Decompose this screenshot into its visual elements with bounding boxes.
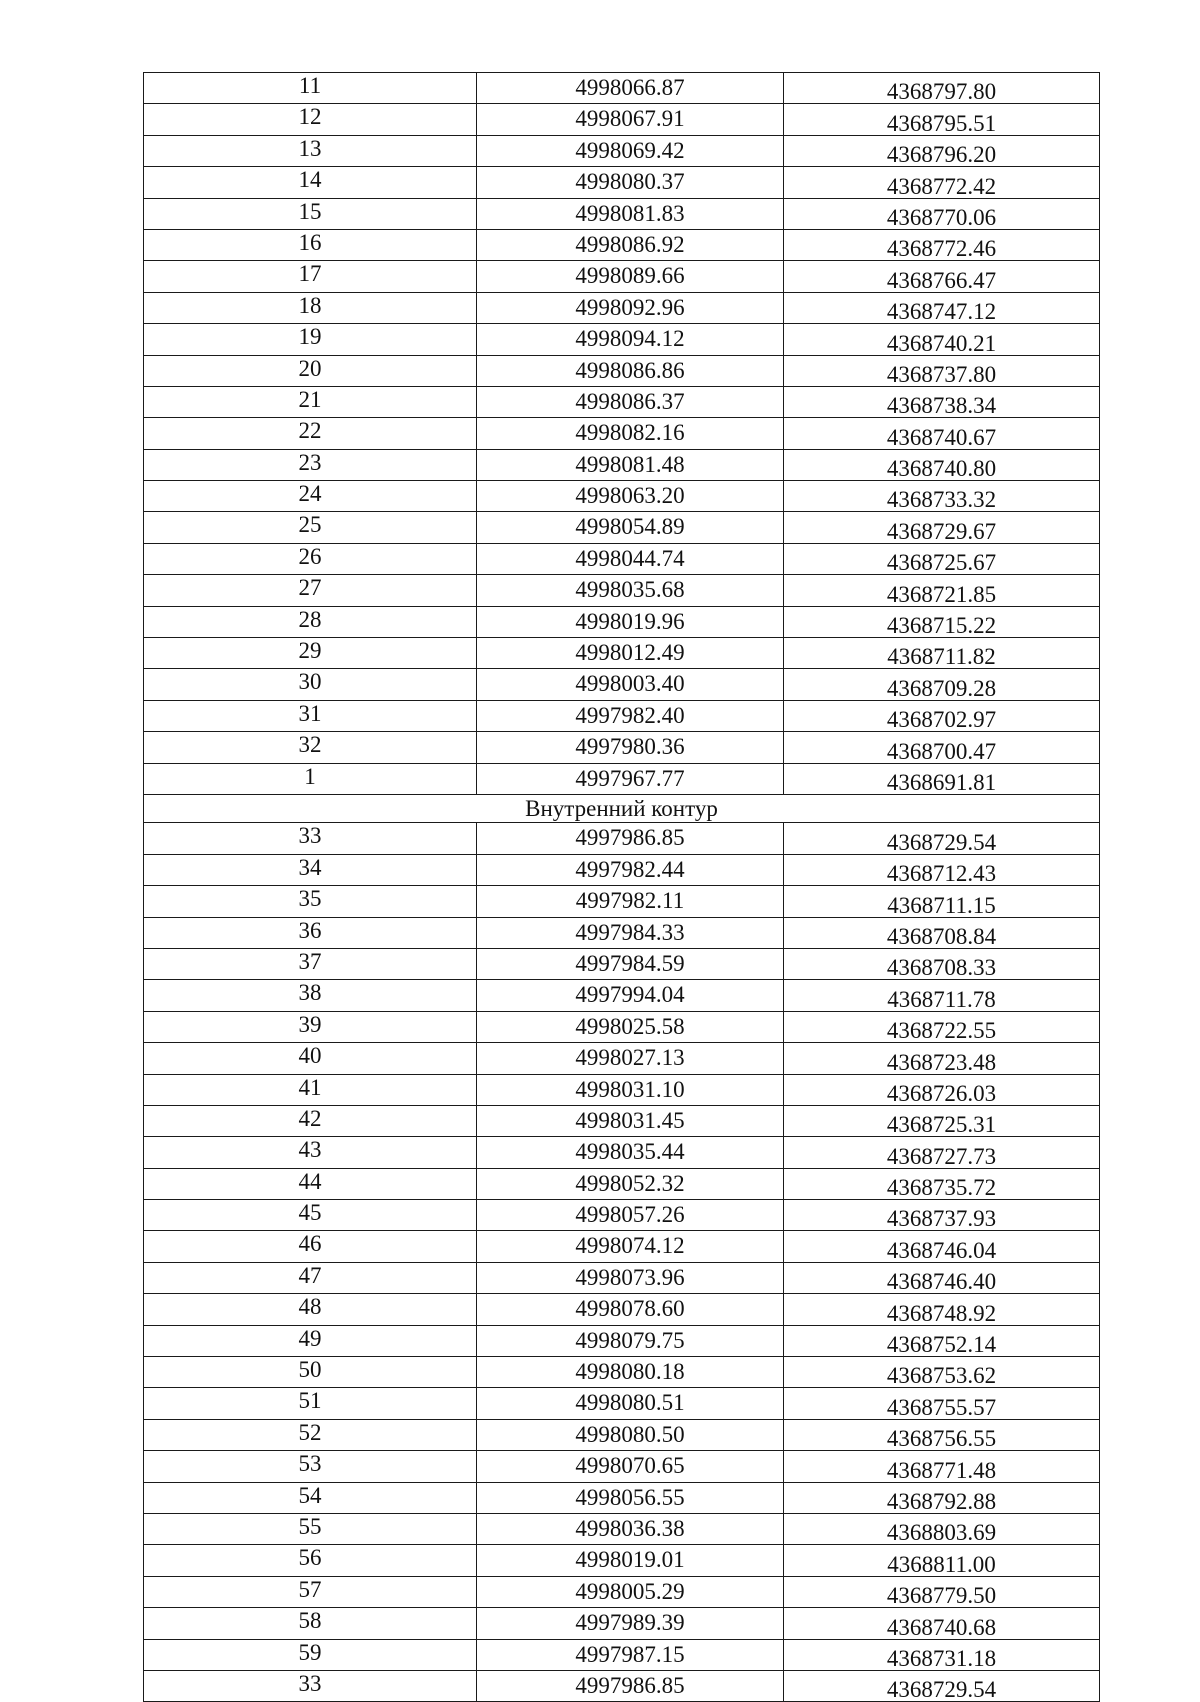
y-coordinate: 4368733.32 [784,481,1100,512]
y-coordinate: 4368723.48 [784,1043,1100,1074]
x-coordinate: 4998086.86 [477,355,784,386]
y-coordinate: 4368755.57 [784,1388,1100,1419]
y-coordinate: 4368725.31 [784,1105,1100,1136]
table-row [144,823,1100,854]
point-number: 58 [144,1608,477,1639]
point-number: 32 [144,732,477,763]
table-row [144,606,1100,637]
x-coordinate: 4998035.68 [477,575,784,606]
point-number: 59 [144,1639,477,1670]
point-number: 19 [144,324,477,355]
y-coordinate: 4368766.47 [784,261,1100,292]
x-coordinate: 4998073.96 [477,1262,784,1293]
y-coordinate: 4368770.06 [784,198,1100,229]
point-number: 54 [144,1482,477,1513]
table-row [144,261,1100,292]
section-header [144,794,1100,822]
point-number: 29 [144,638,477,669]
point-number: 13 [144,135,477,166]
point-number: 1 [144,763,477,794]
table-row [144,700,1100,731]
x-coordinate: 4998003.40 [477,669,784,700]
table-row [144,1294,1100,1325]
table-row [144,1670,1100,1701]
x-coordinate: 4998025.58 [477,1011,784,1042]
table-row [144,1011,1100,1042]
y-coordinate: 4368711.78 [784,980,1100,1011]
x-coordinate: 4998070.65 [477,1451,784,1482]
y-coordinate: 4368752.14 [784,1325,1100,1356]
x-coordinate: 4998035.44 [477,1137,784,1168]
table-row [144,1168,1100,1199]
coordinates-table [143,72,1100,1702]
table-row [144,1545,1100,1576]
x-coordinate: 4998080.51 [477,1388,784,1419]
point-number: 42 [144,1105,477,1136]
point-number: 43 [144,1137,477,1168]
table-row [144,1482,1100,1513]
x-coordinate: 4998074.12 [477,1231,784,1262]
point-number: 47 [144,1262,477,1293]
x-coordinate: 4998056.55 [477,1482,784,1513]
x-coordinate: 4998036.38 [477,1513,784,1544]
x-coordinate: 4998067.91 [477,104,784,135]
table-row [144,418,1100,449]
x-coordinate: 4997967.77 [477,763,784,794]
table-row [144,575,1100,606]
point-number: 30 [144,669,477,700]
point-number: 23 [144,449,477,480]
table-row [144,198,1100,229]
y-coordinate: 4368772.42 [784,167,1100,198]
table-row [144,449,1100,480]
y-coordinate: 4368702.97 [784,700,1100,731]
point-number: 36 [144,917,477,948]
x-coordinate: 4998063.20 [477,481,784,512]
table-row [144,1074,1100,1105]
y-coordinate: 4368725.67 [784,543,1100,574]
point-number: 26 [144,543,477,574]
table-row [144,73,1100,104]
y-coordinate: 4368803.69 [784,1513,1100,1544]
y-coordinate: 4368737.93 [784,1200,1100,1231]
y-coordinate: 4368771.48 [784,1451,1100,1482]
table-row [144,1262,1100,1293]
section-row [144,794,1100,822]
x-coordinate: 4998019.96 [477,606,784,637]
y-coordinate: 4368753.62 [784,1357,1100,1388]
point-number: 35 [144,886,477,917]
x-coordinate: 4997982.44 [477,854,784,885]
point-number: 18 [144,292,477,323]
x-coordinate: 4998086.37 [477,386,784,417]
table-row [144,1137,1100,1168]
table-row [144,638,1100,669]
point-number: 44 [144,1168,477,1199]
x-coordinate: 4998086.92 [477,229,784,260]
point-number: 24 [144,481,477,512]
y-coordinate: 4368729.67 [784,512,1100,543]
section-title: Внутренний контур [144,794,1100,822]
point-number: 41 [144,1074,477,1105]
x-coordinate: 4998012.49 [477,638,784,669]
table-row [144,732,1100,763]
y-coordinate: 4368708.84 [784,917,1100,948]
point-number: 25 [144,512,477,543]
table-row [144,1200,1100,1231]
table-row [144,948,1100,979]
point-number: 11 [144,73,477,104]
y-coordinate: 4368747.12 [784,292,1100,323]
table-row [144,1419,1100,1450]
y-coordinate: 4368756.55 [784,1419,1100,1450]
point-number: 16 [144,229,477,260]
point-number: 22 [144,418,477,449]
y-coordinate: 4368811.00 [784,1545,1100,1576]
y-coordinate: 4368700.47 [784,732,1100,763]
y-coordinate: 4368748.92 [784,1294,1100,1325]
table-row [144,1043,1100,1074]
x-coordinate: 4997982.11 [477,886,784,917]
point-number: 55 [144,1513,477,1544]
x-coordinate: 4998092.96 [477,292,784,323]
y-coordinate: 4368729.54 [784,1670,1100,1701]
x-coordinate: 4998089.66 [477,261,784,292]
y-coordinate: 4368779.50 [784,1576,1100,1607]
point-number: 21 [144,386,477,417]
y-coordinate: 4368715.22 [784,606,1100,637]
y-coordinate: 4368721.85 [784,575,1100,606]
y-coordinate: 4368711.15 [784,886,1100,917]
y-coordinate: 4368708.33 [784,948,1100,979]
y-coordinate: 4368735.72 [784,1168,1100,1199]
y-coordinate: 4368772.46 [784,229,1100,260]
table-row [144,512,1100,543]
table-row [144,1576,1100,1607]
y-coordinate: 4368746.40 [784,1262,1100,1293]
y-coordinate: 4368792.88 [784,1482,1100,1513]
x-coordinate: 4997984.59 [477,948,784,979]
table-row [144,104,1100,135]
point-number: 48 [144,1294,477,1325]
outer-contour-rows [144,73,1100,795]
x-coordinate: 4998079.75 [477,1325,784,1356]
point-number: 17 [144,261,477,292]
x-coordinate: 4998078.60 [477,1294,784,1325]
point-number: 33 [144,1670,477,1701]
y-coordinate: 4368740.67 [784,418,1100,449]
point-number: 34 [144,854,477,885]
table-row [144,1608,1100,1639]
y-coordinate: 4368712.43 [784,854,1100,885]
y-coordinate: 4368731.18 [784,1639,1100,1670]
table-row [144,980,1100,1011]
point-number: 15 [144,198,477,229]
x-coordinate: 4998082.16 [477,418,784,449]
table-row [144,481,1100,512]
x-coordinate: 4998044.74 [477,543,784,574]
x-coordinate: 4998080.50 [477,1419,784,1450]
table-row [144,355,1100,386]
point-number: 56 [144,1545,477,1576]
point-number: 27 [144,575,477,606]
table-row [144,1325,1100,1356]
y-coordinate: 4368738.34 [784,386,1100,417]
y-coordinate: 4368709.28 [784,669,1100,700]
x-coordinate: 4998052.32 [477,1168,784,1199]
point-number: 57 [144,1576,477,1607]
x-coordinate: 4998080.37 [477,167,784,198]
x-coordinate: 4998005.29 [477,1576,784,1607]
y-coordinate: 4368722.55 [784,1011,1100,1042]
point-number: 14 [144,167,477,198]
inner-contour-rows [144,823,1100,1702]
y-coordinate: 4368691.81 [784,763,1100,794]
x-coordinate: 4998054.89 [477,512,784,543]
table-row [144,1105,1100,1136]
y-coordinate: 4368711.82 [784,638,1100,669]
table-row [144,1388,1100,1419]
table-row [144,135,1100,166]
point-number: 50 [144,1357,477,1388]
y-coordinate: 4368740.68 [784,1608,1100,1639]
point-number: 52 [144,1419,477,1450]
point-number: 53 [144,1451,477,1482]
x-coordinate: 4997994.04 [477,980,784,1011]
table-row [144,1451,1100,1482]
x-coordinate: 4998066.87 [477,73,784,104]
table-row [144,1231,1100,1262]
table-row [144,1513,1100,1544]
table-row [144,167,1100,198]
x-coordinate: 4998094.12 [477,324,784,355]
point-number: 31 [144,700,477,731]
x-coordinate: 4998031.45 [477,1105,784,1136]
x-coordinate: 4998031.10 [477,1074,784,1105]
point-number: 46 [144,1231,477,1262]
x-coordinate: 4997984.33 [477,917,784,948]
x-coordinate: 4997986.85 [477,823,784,854]
point-number: 39 [144,1011,477,1042]
table-row [144,292,1100,323]
table-row [144,917,1100,948]
x-coordinate: 4997982.40 [477,700,784,731]
point-number: 33 [144,823,477,854]
point-number: 28 [144,606,477,637]
y-coordinate: 4368726.03 [784,1074,1100,1105]
y-coordinate: 4368727.73 [784,1137,1100,1168]
table-row [144,854,1100,885]
table-row [144,669,1100,700]
y-coordinate: 4368729.54 [784,823,1100,854]
x-coordinate: 4998069.42 [477,135,784,166]
point-number: 49 [144,1325,477,1356]
y-coordinate: 4368746.04 [784,1231,1100,1262]
point-number: 51 [144,1388,477,1419]
table-row [144,763,1100,794]
table-row [144,324,1100,355]
table-row [144,1639,1100,1670]
table-row [144,543,1100,574]
point-number: 12 [144,104,477,135]
x-coordinate: 4998081.48 [477,449,784,480]
point-number: 20 [144,355,477,386]
x-coordinate: 4998057.26 [477,1200,784,1231]
table-row [144,229,1100,260]
x-coordinate: 4997986.85 [477,1670,784,1701]
y-coordinate: 4368737.80 [784,355,1100,386]
y-coordinate: 4368796.20 [784,135,1100,166]
point-number: 40 [144,1043,477,1074]
y-coordinate: 4368740.80 [784,449,1100,480]
y-coordinate: 4368795.51 [784,104,1100,135]
x-coordinate: 4997980.36 [477,732,784,763]
x-coordinate: 4998019.01 [477,1545,784,1576]
point-number: 38 [144,980,477,1011]
y-coordinate: 4368797.80 [784,73,1100,104]
point-number: 37 [144,948,477,979]
table-row [144,386,1100,417]
y-coordinate: 4368740.21 [784,324,1100,355]
x-coordinate: 4997989.39 [477,1608,784,1639]
x-coordinate: 4998080.18 [477,1357,784,1388]
x-coordinate: 4998027.13 [477,1043,784,1074]
x-coordinate: 4997987.15 [477,1639,784,1670]
point-number: 45 [144,1200,477,1231]
x-coordinate: 4998081.83 [477,198,784,229]
table-row [144,1357,1100,1388]
table-row [144,886,1100,917]
